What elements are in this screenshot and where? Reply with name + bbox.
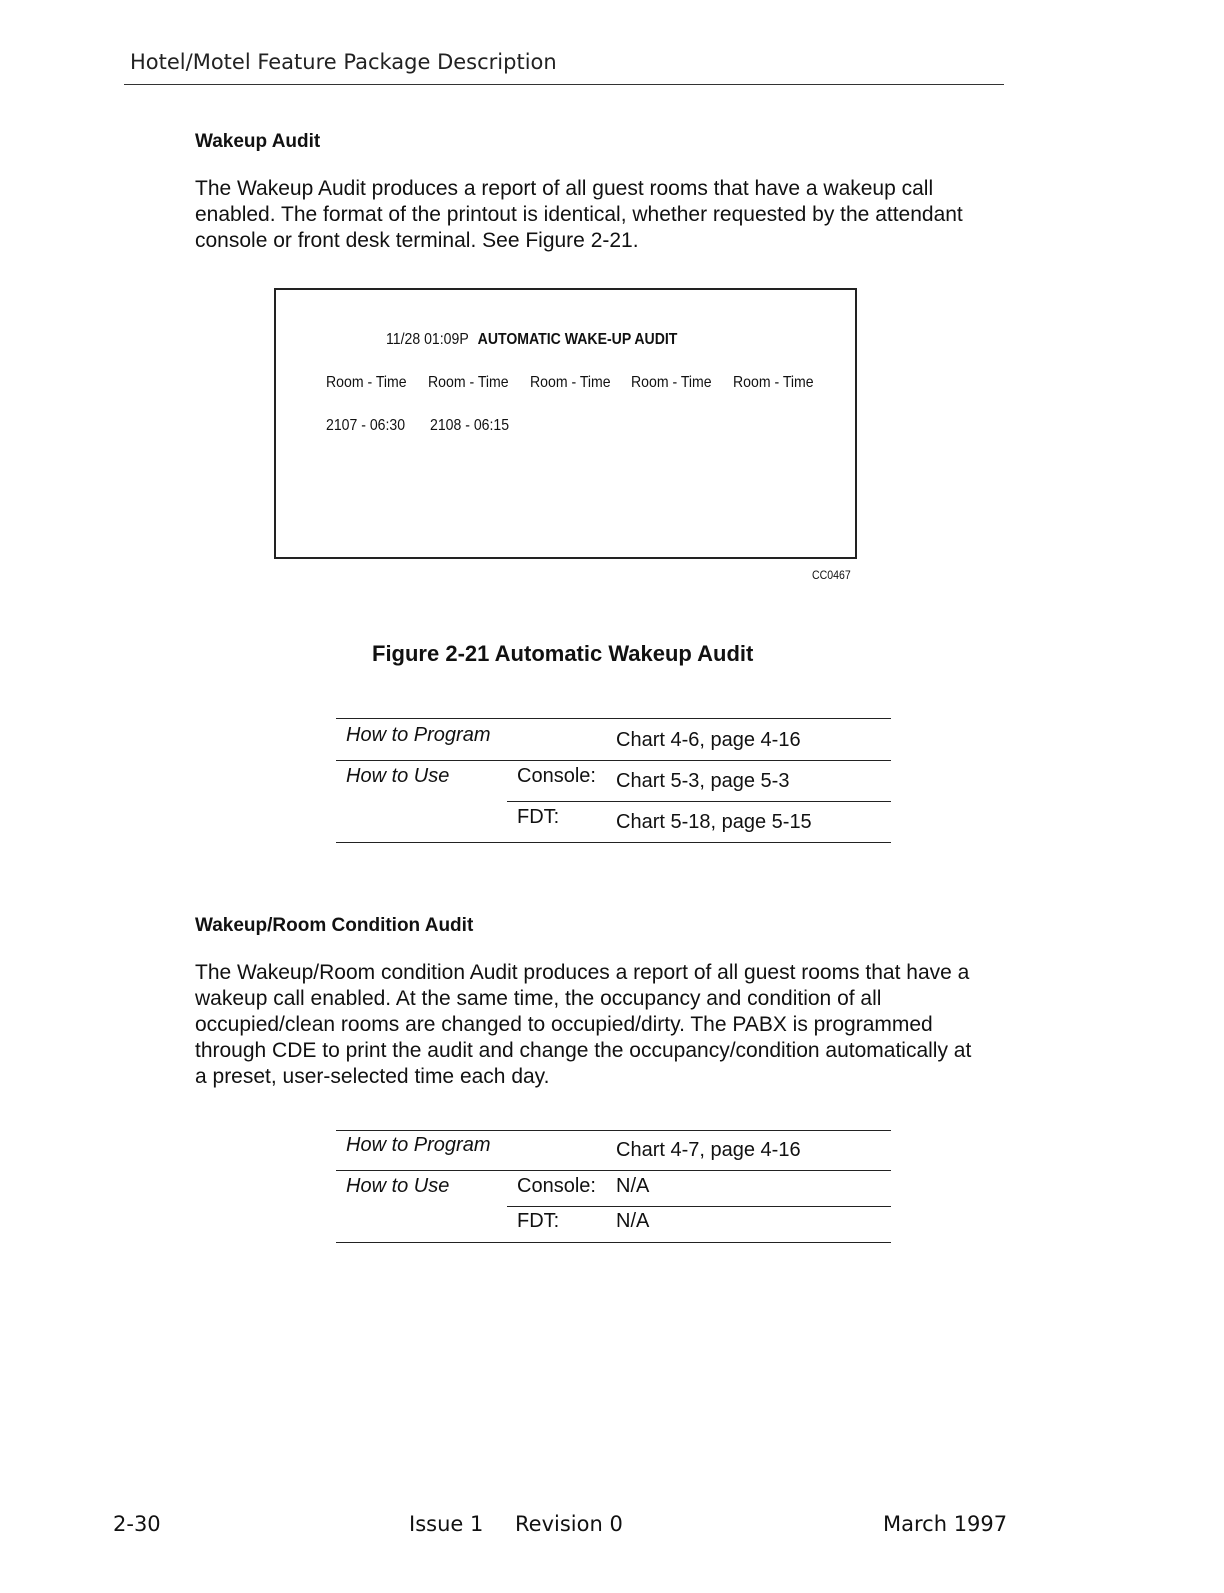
how-to-program-ref: Chart 4-6, page 4-16 <box>616 729 801 751</box>
figure-timestamp: 11/28 01:09P <box>386 331 469 348</box>
section-heading-wakeup-audit: Wakeup Audit <box>195 131 321 152</box>
footer-revision: Revision 0 <box>515 1512 623 1536</box>
figure-column-header: Room - Time <box>428 374 509 391</box>
paragraph-line: a preset, user-selected time each day. <box>195 1065 550 1088</box>
paragraph-line: console or front desk terminal. See Figure 2-21. <box>195 229 639 252</box>
paragraph-line: occupied/clean rooms are changed to occupied/dirty. The PABX is programmed <box>195 1013 933 1036</box>
header-divider <box>124 84 1004 85</box>
how-to-program-label: How to Program <box>346 1134 491 1156</box>
table-rule <box>336 1242 891 1243</box>
paragraph-line: through CDE to print the audit and change the occupancy/condition automatically at <box>195 1039 972 1062</box>
section-paragraph-wakeup-room-condition-audit <box>195 960 971 1090</box>
console-ref: Chart 5-3, page 5-3 <box>616 770 790 792</box>
reference-table-wakeup-audit <box>336 718 891 844</box>
paragraph-line: wakeup call enabled. At the same time, the occupancy and condition of all <box>195 987 882 1010</box>
table-rule <box>336 842 891 843</box>
table-rule <box>336 760 891 761</box>
how-to-program-label: How to Program <box>346 724 491 746</box>
fdt-ref: Chart 5-18, page 5-15 <box>616 811 812 833</box>
table-rule <box>507 801 891 802</box>
footer-page-number: 2-30 <box>113 1512 161 1536</box>
how-to-program-ref: Chart 4-7, page 4-16 <box>616 1139 801 1161</box>
figure-column-header: Room - Time <box>733 374 814 391</box>
figure-column-header: Room - Time <box>631 374 712 391</box>
paragraph-line: The Wakeup Audit produces a report of all guest rooms that have a wakeup call <box>195 177 934 200</box>
fdt-ref: N/A <box>616 1210 650 1232</box>
table-rule <box>336 1130 891 1131</box>
figure-column-header: Room - Time <box>326 374 407 391</box>
page-header-title: Hotel/Motel Feature Package Description <box>130 50 557 74</box>
paragraph-line: The Wakeup/Room condition Audit produces a report of all guest rooms that have a <box>195 961 970 984</box>
fdt-label: FDT: <box>517 806 560 828</box>
table-rule <box>507 1206 891 1207</box>
table-rule <box>336 1170 891 1171</box>
section-heading-wakeup-room-condition-audit: Wakeup/Room Condition Audit <box>195 915 474 936</box>
console-ref: N/A <box>616 1175 650 1197</box>
figure-entry: 2107 - 06:30 <box>326 417 406 434</box>
how-to-use-label: How to Use <box>346 765 450 787</box>
figure-header-line <box>386 331 677 349</box>
paragraph-line: enabled. The format of the printout is identical, whether requested by the attendant <box>195 203 963 226</box>
section-paragraph-wakeup-audit <box>195 176 963 254</box>
footer-issue: Issue 1 <box>409 1512 484 1536</box>
console-label: Console: <box>517 765 596 787</box>
reference-table-wakeup-room-condition-audit <box>336 1130 891 1244</box>
figure-caption: Figure 2-21 Automatic Wakeup Audit <box>372 641 754 666</box>
footer-date: March 1997 <box>883 1512 1008 1536</box>
console-label: Console: <box>517 1175 596 1197</box>
figure-report-title: AUTOMATIC WAKE-UP AUDIT <box>477 331 678 348</box>
table-rule <box>336 718 891 719</box>
figure-entry: 2108 - 06:15 <box>430 417 510 434</box>
fdt-label: FDT: <box>517 1210 560 1232</box>
how-to-use-label: How to Use <box>346 1175 450 1197</box>
figure-code: CC0467 <box>812 568 851 582</box>
figure-column-header: Room - Time <box>530 374 611 391</box>
